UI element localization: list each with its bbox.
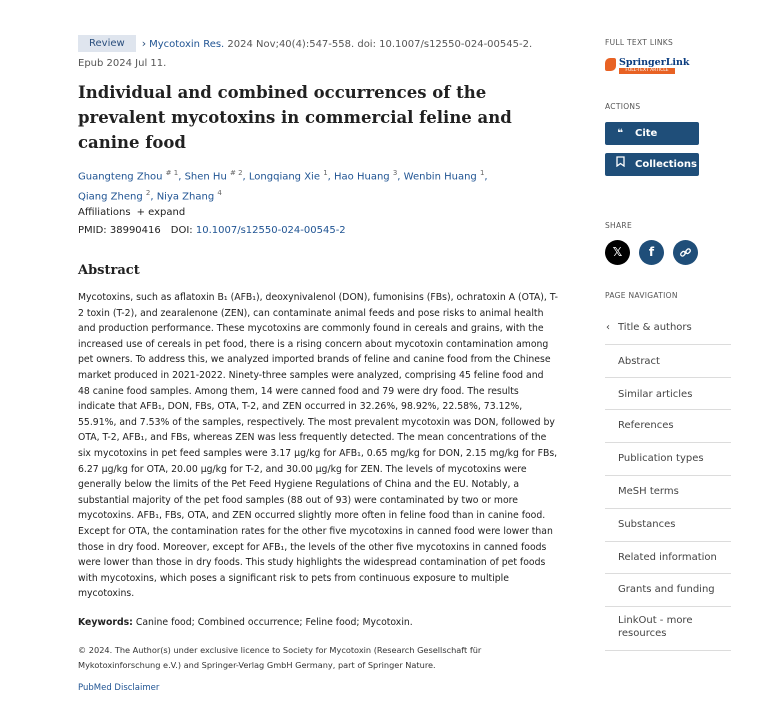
- author-link[interactable]: Niya Zhang: [156, 191, 215, 203]
- expand-label: expand: [148, 207, 186, 218]
- author-list: Guangteng Zhou $^{\# 1}$, Shen Hu $^{\# 2}$, Longqiang Xie $^1$, Hao Huang $^3$, Wenbin Huang $^1$, Qiang Zheng $^2$, Niya Zhang $^4$: [78, 169, 488, 203]
- article-title: Individual and combined occurrences of the prevalent mycotoxins in commercial feline and canine food: [78, 83, 512, 152]
- keywords-label: Keywords:: [78, 617, 133, 628]
- nav-label: Grants and funding: [618, 584, 715, 595]
- nav-abstract[interactable]: [605, 345, 731, 378]
- plus-icon: +: [136, 207, 145, 218]
- x-twitter-icon[interactable]: 𝕏: [605, 240, 630, 265]
- nav-label: LinkOut - more resources: [618, 615, 693, 639]
- pmid: PMID: 38990416: [78, 225, 161, 236]
- cite-label: Cite: [635, 128, 658, 139]
- review-badge: Review: [78, 35, 136, 52]
- cite-button[interactable]: [605, 122, 699, 145]
- keywords-text: Canine food; Combined occurrence; Feline food; Mycotoxin.: [135, 617, 413, 628]
- author-sup[interactable]: 2: [145, 189, 151, 198]
- springerlink-link[interactable]: [605, 57, 690, 75]
- nav-grants-funding[interactable]: [605, 574, 731, 607]
- keywords: [78, 617, 558, 628]
- springer-sub: FULL-TEXT ARTICLE: [619, 68, 675, 74]
- affiliations-label: Affiliations: [78, 207, 131, 218]
- author-sup[interactable]: 3: [392, 169, 398, 177]
- author-link[interactable]: Longqiang Xie: [248, 171, 320, 183]
- full-text-links-heading: FULL TEXT LINKS: [605, 38, 674, 47]
- nav-label: Related information: [618, 552, 717, 563]
- collections-button[interactable]: [605, 153, 699, 176]
- author-sup[interactable]: 1: [323, 169, 328, 177]
- author-sup[interactable]: 1: [479, 169, 485, 177]
- bookmark-icon: [613, 153, 627, 176]
- springer-horse-icon: [605, 58, 616, 71]
- actions-heading: ACTIONS: [605, 102, 641, 111]
- author-link[interactable]: Qiang Zheng: [78, 191, 143, 203]
- nav-label: References: [618, 420, 674, 431]
- link-icon[interactable]: [673, 240, 698, 265]
- nav-label: Abstract: [618, 356, 660, 367]
- nav-substances[interactable]: [605, 509, 731, 542]
- nav-label: Similar articles: [618, 389, 693, 400]
- author-link[interactable]: Wenbin Huang: [403, 171, 477, 183]
- citation-line: [78, 34, 558, 73]
- nav-title-authors[interactable]: [605, 312, 731, 345]
- quote-icon: ❝: [617, 128, 623, 139]
- nav-label: Publication types: [618, 453, 704, 464]
- identifiers: [78, 225, 346, 236]
- nav-linkout[interactable]: [605, 607, 731, 651]
- nav-label: MeSH terms: [618, 486, 679, 497]
- doi-label: DOI:: [170, 225, 193, 236]
- nav-similar-articles[interactable]: [605, 378, 731, 410]
- journal-link[interactable]: Mycotoxin Res.: [149, 39, 225, 50]
- chevron-right-icon: ›: [141, 37, 147, 50]
- affiliations-toggle[interactable]: [78, 207, 185, 218]
- author-sup[interactable]: # 1: [165, 169, 179, 177]
- author-sup[interactable]: 4: [217, 189, 222, 198]
- page-navigation-heading: PAGE NAVIGATION: [605, 291, 678, 300]
- nav-label: Substances: [618, 519, 676, 530]
- author-link[interactable]: Guangteng Zhou: [78, 171, 163, 183]
- facebook-icon[interactable]: f: [639, 240, 664, 265]
- nav-label: Title & authors: [618, 322, 692, 333]
- author-link[interactable]: Hao Huang: [334, 171, 390, 183]
- collections-label: Collections: [635, 159, 697, 170]
- abstract-text: Mycotoxins, such as aflatoxin B₁ (AFB₁), deoxynivalenol (DON), fumonisins (FBs), ochratoxin A (OTA), T-2 toxin (T-2), and zearalenone (ZEN), can contaminate animal feeds and pose risks to animal health and production performance. These mycotoxins are commonly found in cereals and grains, with the increased use of cereals in pet food, there is a rising concern about mycotoxin contamination among pet owners. To address this, we analyzed imported brands of feline and canine food from the Chinese market produced in 2021-2022. Ninety-three samples were analyzed, comprising 45 feline food and 48 canine food samples. Among them, 14 were canned food and 79 were dry food. The results indicate that AFB₁, DON, FBs, OTA, T-2, and ZEN occurred in 32.26%, 98.92%, 22.58%, 73.12%, 55.91%, and 7.53% of the samples, respectively. The most prevalent mycotoxin was DON, followed by OTA, T-2, AFB₁, and FBs, whereas ZEN was less frequently detected. The mean concentrations of the six mycotoxins in pet feed samples were 3.17 μg/kg for AFB₁, 0.65 mg/kg for DON, 2.15 mg/kg for FBs, 6.27 μg/kg for OTA, 20.00 μg/kg for T-2, and 30.00 μg/kg for ZEN. The levels of mycotoxins were generally below the limits of the Pet Feed Hygiene Regulations of China and the EU. Notably, a substantial majority of the pet food samples (88 out of 93) were contaminated by two or more mycotoxins. AFB₁, FBs, OTA, and ZEN occurred slightly more often in feline food than in canine food. Except for OTA, the contamination rates for the other five mycotoxins in canned food were lower than those in dry food. Moreover, except for AFB₁, the levels of the other five mycotoxins in canned foods were lower than those in dry foods. This study highlights the widespread contamination of pet foods with mycotoxins, which poses a significant risk to pets from continuous exposure to multiple mycotoxins.: [78, 292, 558, 600]
- author-sup[interactable]: # 2: [229, 169, 243, 177]
- springer-name: SpringerLink: [619, 57, 690, 68]
- abstract-heading: Abstract: [78, 263, 140, 278]
- author-link[interactable]: Shen Hu: [184, 171, 227, 183]
- doi-link[interactable]: 10.1007/s12550-024-00545-2: [195, 225, 346, 236]
- copyright-notice: © 2024. The Author(s) under exclusive licence to Society for Mycotoxin (Research Gesellschaft für Mykotoxinforschung e.V.) and Springer-Verlag GmbH Germany, part of Springer Nature.: [78, 645, 482, 670]
- pubmed-disclaimer-link[interactable]: PubMed Disclaimer: [78, 683, 160, 693]
- nav-references[interactable]: [605, 410, 731, 443]
- chevron-left-icon: ‹: [606, 322, 610, 333]
- share-heading: SHARE: [605, 221, 632, 230]
- epub-date: Epub 2024 Jul 11.: [78, 58, 167, 69]
- nav-publication-types[interactable]: [605, 443, 731, 476]
- nav-related-information[interactable]: [605, 542, 731, 574]
- citation-details: 2024 Nov;40(4):547-558. doi: 10.1007/s12550-024-00545-2.: [224, 39, 533, 50]
- page-navigation: [605, 312, 731, 651]
- nav-mesh-terms[interactable]: [605, 476, 731, 509]
